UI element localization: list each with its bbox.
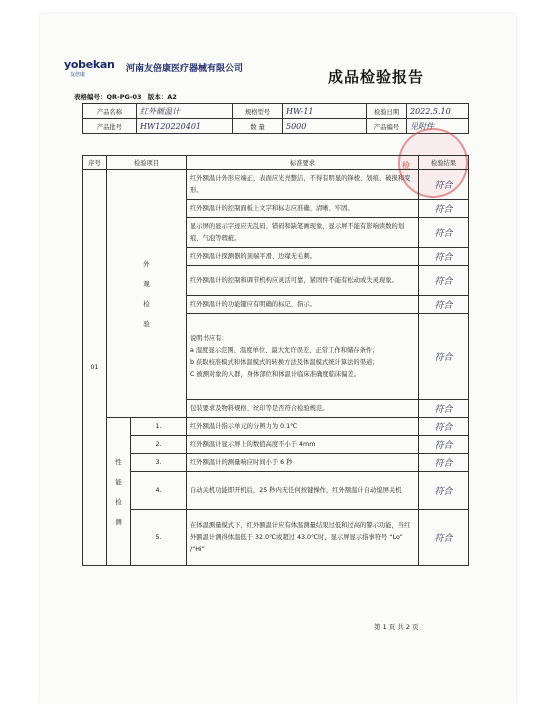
result-sign: 符合 bbox=[419, 400, 469, 418]
inspection-stamp-text: 检 bbox=[402, 161, 410, 170]
requirement-text: 红外额温计的功能键应有明确的标记、指示。 bbox=[187, 296, 419, 314]
batch-value: HW120220401 bbox=[137, 119, 233, 134]
version-value: A2 bbox=[167, 93, 177, 101]
report-title: 成品检验报告 bbox=[328, 68, 425, 86]
manual-line: a 湿度显示范围、温度单位、最大允许误差、正常工作和储存条件； bbox=[190, 346, 379, 354]
batch-label: 产品批号 bbox=[83, 119, 137, 134]
form-number bbox=[74, 92, 177, 101]
requirement-text: 红外额温计探测器的顶端平滑、边缘无毛刺。 bbox=[187, 248, 419, 266]
company-logo: yobekan bbox=[64, 58, 115, 71]
manual-requirements bbox=[187, 314, 419, 400]
requirement-text: 红外额温计的测量响应时间小于 6 秒 bbox=[187, 454, 419, 472]
spec-value: HW-11 bbox=[283, 104, 367, 119]
result-sign: 符合 bbox=[419, 266, 469, 296]
result-sign: 符合 bbox=[419, 510, 469, 566]
result-sign: 符合 bbox=[419, 454, 469, 472]
date-value: 2022.5.10 bbox=[407, 104, 469, 119]
performance-char: 能 bbox=[115, 477, 122, 486]
manual-line: 说明书应有： bbox=[190, 334, 228, 342]
qty-label: 数 量 bbox=[233, 119, 283, 134]
product-no-label: 产品编号 bbox=[367, 119, 407, 134]
performance-no: 5. bbox=[131, 510, 187, 566]
page-footer: 第 1 页 共 2 页 bbox=[374, 623, 419, 631]
requirement-text: 红外额温计的控制面板上文字和标志应准确、清晰、牢固。 bbox=[187, 200, 419, 218]
company-logo-sub: 友倍康 bbox=[70, 72, 86, 78]
appearance-char: 验 bbox=[143, 319, 150, 328]
result-sign: 符合 bbox=[419, 472, 469, 510]
requirement-text: 红外额温计显示屏上的数值高度不小于 4mm bbox=[187, 436, 419, 454]
form-no: QR-PG-03 bbox=[106, 93, 142, 101]
company-name: 河南友倍康医疗器械有限公司 bbox=[126, 64, 244, 74]
result-sign: 符合 bbox=[419, 418, 469, 436]
version-label: 版本： bbox=[147, 93, 168, 101]
product-name-value: 红外额温计 bbox=[137, 104, 233, 119]
performance-no: 4. bbox=[131, 472, 187, 510]
performance-char: 检 bbox=[115, 497, 122, 506]
result-sign: 符合 bbox=[419, 170, 469, 200]
col-item: 检验项目 bbox=[107, 156, 187, 170]
col-seq: 序号 bbox=[83, 156, 107, 170]
manual-line: C 被测对象的人群，身体部位和体温计临床准确度临床偏差。 bbox=[190, 370, 361, 378]
appearance-char: 观 bbox=[143, 279, 150, 288]
performance-label bbox=[107, 418, 131, 566]
result-sign: 符合 bbox=[419, 436, 469, 454]
spec-label: 规格型号 bbox=[233, 104, 283, 119]
group-number: 01 bbox=[83, 170, 107, 566]
manual-line: b 获取校准模式和体温模式的转换方法及体温模式统计算法的渠道； bbox=[190, 358, 379, 366]
product-no-value: 见附件 bbox=[407, 119, 469, 134]
requirement-text: 自动关机功能即开机后，25 秒内无任何按键操作，红外额温计自动熄屏关机 bbox=[187, 472, 419, 510]
result-sign: 符合 bbox=[419, 218, 469, 248]
appearance-char: 外 bbox=[143, 259, 150, 268]
result-sign: 符合 bbox=[419, 248, 469, 266]
performance-char: 性 bbox=[115, 457, 122, 466]
performance-no: 2. bbox=[131, 436, 187, 454]
col-standard: 标准要求 bbox=[187, 156, 419, 170]
performance-no: 1. bbox=[131, 418, 187, 436]
performance-char: 测 bbox=[115, 517, 122, 526]
form-label: 表格编号： bbox=[74, 93, 107, 101]
col-result: 检验结果 bbox=[419, 156, 469, 170]
info-table bbox=[82, 103, 469, 134]
performance-no: 3. bbox=[131, 454, 187, 472]
result-sign: 符合 bbox=[419, 200, 469, 218]
appearance-char: 检 bbox=[143, 299, 150, 308]
result-sign: 符合 bbox=[419, 314, 469, 400]
appearance-label bbox=[107, 170, 187, 418]
result-sign: 符合 bbox=[419, 296, 469, 314]
product-name-label: 产品名称 bbox=[83, 104, 137, 119]
requirement-text: 包装要求及物料规格、丝印等是否符合检验规范。 bbox=[187, 400, 419, 418]
requirement-text: 红外额温计外形应端正，表面应光亮整洁，不得有明显的锋棱、划痕、破损和变形。 bbox=[187, 170, 419, 200]
requirement-text: 在体温测量模式下，红外额温计应有体温测量结果过低和过高的警示功能，当红外额温计测得体温低于 32.0℃或超过 43.0℃时，显示屏显示指事符号 “Lo” /“Hi” bbox=[187, 510, 419, 566]
requirement-text: 红外额温计的控制和调节机构应灵活可靠，紧固件不能有松动或失灵现象。 bbox=[187, 266, 419, 296]
requirement-text: 红外额温计指示单元的分辨力为 0.1℃ bbox=[187, 418, 419, 436]
inspection-table bbox=[82, 155, 469, 566]
qty-value: 5000 bbox=[283, 119, 367, 134]
date-label: 检验日期 bbox=[367, 104, 407, 119]
requirement-text: 显示屏的显示字迹应无乱码、错码和缺笔画现象，显示屏不能有影响读数的划痕、气泡等瑕疵。 bbox=[187, 218, 419, 248]
